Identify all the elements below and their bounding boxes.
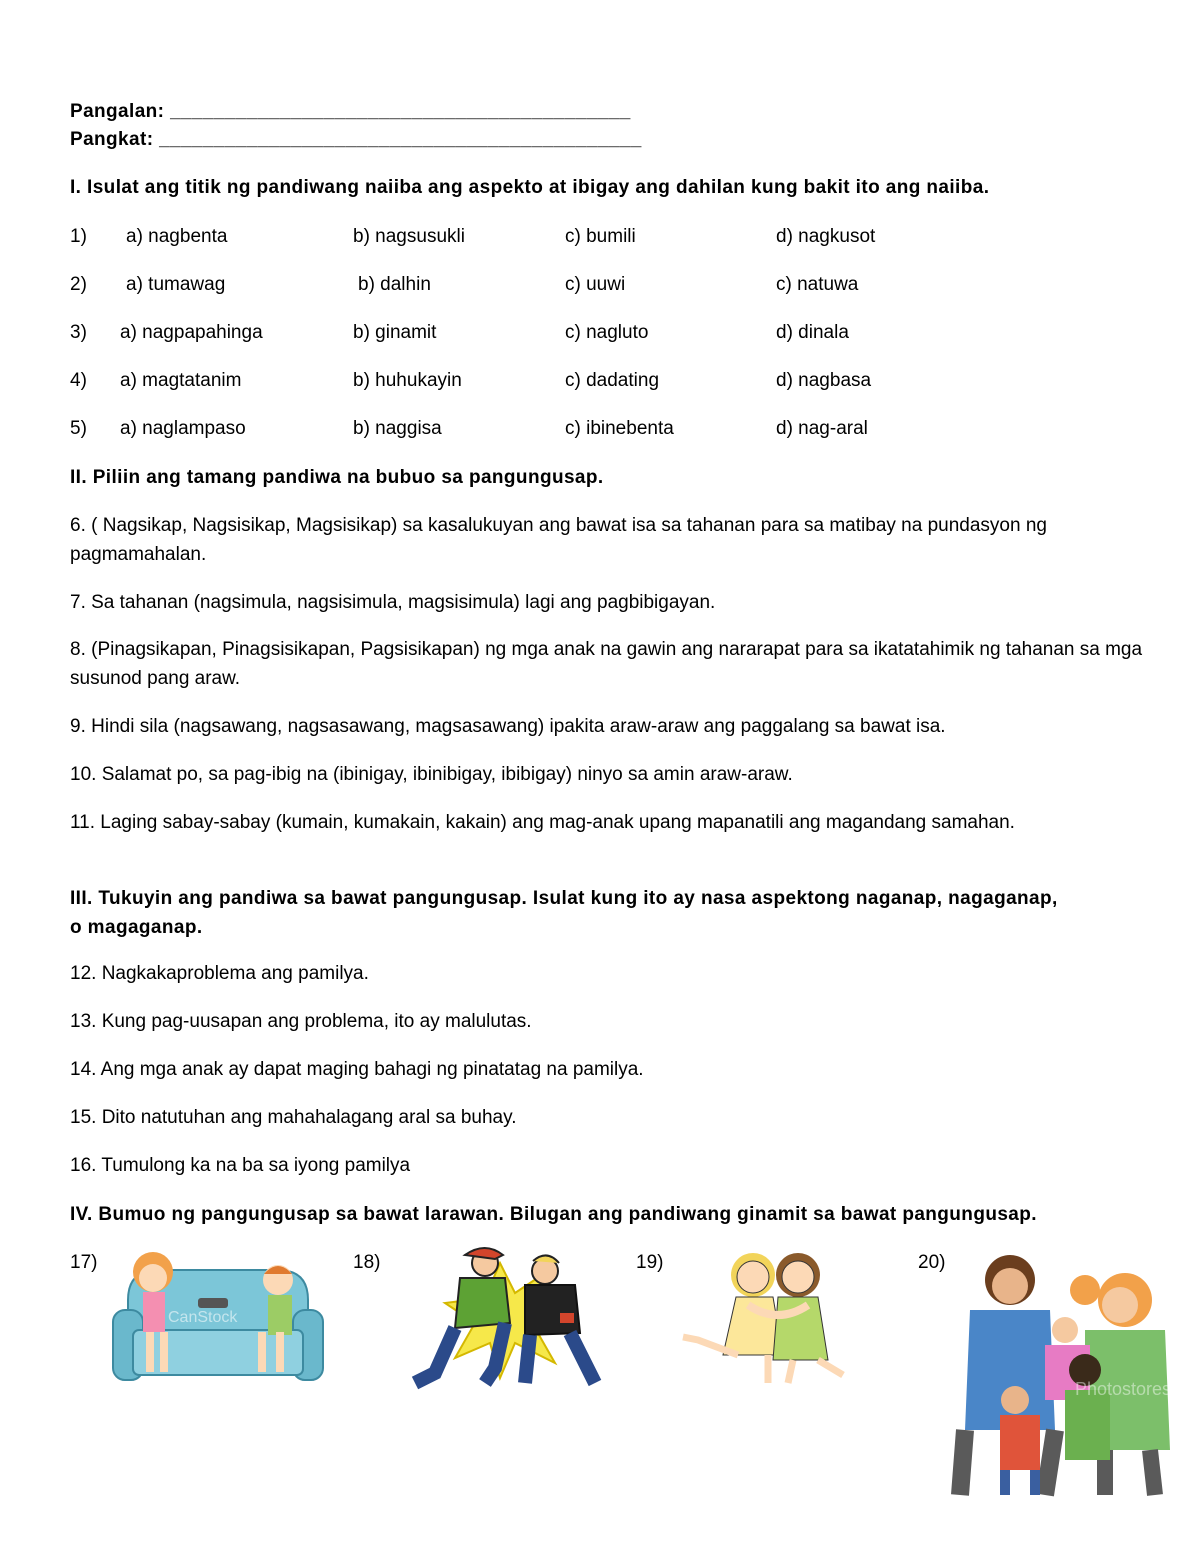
sentence-item: 7. Sa tahanan (nagsimula, nagsisimula, magsisimula) lagi ang pagbibigayan. — [70, 592, 716, 613]
option-d: d) nag-aral — [776, 418, 868, 439]
picture-number: 20) — [918, 1252, 946, 1273]
watermark-text: Photostores — [1075, 1379, 1172, 1399]
watermark-text: CanStock — [168, 1309, 238, 1326]
sentence-item: 16. Tumulong ka na ba sa iyong pamilya — [70, 1155, 411, 1176]
sentence-item: 12. Nagkakaproblema ang pamilya. — [70, 963, 369, 984]
option-d: c) natuwa — [776, 274, 859, 295]
option-c: c) ibinebenta — [565, 418, 674, 439]
sentence-item: 11. Laging sabay-sabay (kumain, kumakain, kakain) ang mag-anak upang mapanatili ang magandang samahan. — [70, 812, 1015, 833]
two-men-fighting-illustration — [405, 1243, 627, 1391]
option-c: c) bumili — [565, 226, 636, 247]
sentence-item: 13. Kung pag-uusapan ang problema, ito ay malulutas. — [70, 1011, 532, 1032]
section2-title: II. Piliin ang tamang pandiwa na bubuo sa pangungusap. — [70, 467, 604, 488]
option-b: b) huhukayin — [353, 370, 462, 391]
option-a: a) nagbenta — [126, 226, 228, 247]
item-number: 3) — [70, 322, 87, 343]
section1-title: I. Isulat ang titik ng pandiwang naiiba ang aspekto at ibigay ang dahilan kung bakit ito ang naiiba. — [70, 177, 990, 198]
sentence-item: 8. (Pinagsikapan, Pinagsisikapan, Pagsisikapan) ng mga anak na gawin ang nararapat para sa ikatatahimik ng tahanan sa mga susunod pang araw. — [70, 639, 1143, 689]
item-number: 1) — [70, 226, 87, 247]
name-label: Pangalan: — [70, 101, 165, 122]
kids-fighting-on-couch-illustration — [108, 1240, 328, 1390]
option-b: b) nagsusukli — [353, 226, 465, 247]
group-line — [70, 129, 642, 151]
option-a: a) magtatanim — [120, 370, 242, 391]
section3-title: III. Tukuyin ang pandiwa sa bawat pangungusap. Isulat kung ito ay nasa aspektong naganap, nagaganap, o magaganap. — [70, 888, 1058, 938]
picture-number: 19) — [636, 1252, 664, 1273]
item-number: 2) — [70, 274, 87, 295]
group-label: Pangkat: — [70, 129, 154, 150]
picture-number: 18) — [353, 1252, 381, 1273]
option-c: c) uuwi — [565, 274, 626, 295]
sentence-item: 6. ( Nagsikap, Nagsisikap, Magsisikap) sa kasalukuyan ang bawat isa sa tahanan para sa matibay na pundasyon ng pagmamahalan. — [70, 515, 1047, 565]
item-number: 4) — [70, 370, 87, 391]
option-a: a) tumawag — [126, 274, 226, 295]
option-d: d) nagkusot — [776, 226, 876, 247]
option-a: a) nagpapahinga — [120, 322, 263, 343]
option-b: b) ginamit — [353, 322, 437, 343]
name-line — [70, 101, 631, 123]
sentence-item: 14. Ang mga anak ay dapat maging bahagi ng pinatatag na pamilya. — [70, 1059, 644, 1080]
item-number: 5) — [70, 418, 87, 439]
option-c: c) dadating — [565, 370, 660, 391]
sentence-item: 10. Salamat po, sa pag-ibig na (ibinigay, ibinibigay, ibibigay) ninyo sa amin araw-araw. — [70, 764, 793, 785]
name-blank[interactable]: __________________________________________ — [170, 101, 631, 122]
section4-title: IV. Bumuo ng pangungusap sa bawat larawan. Bilugan ang pandiwang ginamit sa bawat pangungusap. — [70, 1204, 1037, 1225]
option-d: d) nagbasa — [776, 370, 872, 391]
sentence-item: 15. Dito natutuhan ang mahahalagang aral sa buhay. — [70, 1107, 517, 1128]
family-hug-illustration — [945, 1250, 1180, 1500]
sentence-item: 9. Hindi sila (nagsawang, nagsasawang, magsasawang) ipakita araw-araw ang paggalang sa bawat isa. — [70, 716, 946, 737]
option-d: d) dinala — [776, 322, 849, 343]
two-girls-hugging-illustration — [678, 1245, 873, 1387]
option-b: b) dalhin — [358, 274, 431, 295]
option-b: b) naggisa — [353, 418, 442, 439]
option-c: c) nagluto — [565, 322, 649, 343]
picture-number: 17) — [70, 1252, 98, 1273]
option-a: a) naglampaso — [120, 418, 246, 439]
group-blank[interactable]: ____________________________________________ — [159, 129, 642, 150]
